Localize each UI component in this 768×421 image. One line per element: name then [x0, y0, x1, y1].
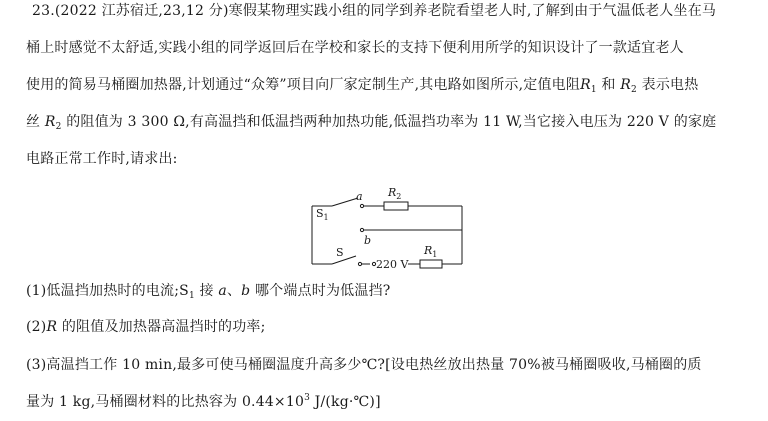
problem-line-4 [26, 113, 716, 131]
problem-line-5 [26, 150, 178, 168]
problem-line-3 [26, 76, 698, 94]
question-text: 、 [226, 283, 242, 299]
question-text: (3)高温挡工作 10 min,最多可使马桶圈温度升高多少℃?[设电热丝放出热量 70%被马桶圈吸收,马桶圈的质 [26, 357, 702, 373]
label-b: b [364, 234, 372, 247]
symbol-r2: R [620, 77, 632, 93]
subscript: 1 [188, 291, 195, 301]
problem-line-2 [26, 39, 684, 57]
subscript: 2 [55, 122, 62, 132]
question-text: 接 [194, 283, 219, 299]
terminal-a [360, 204, 363, 207]
label-a: a [356, 190, 363, 203]
problem-text: 电路正常工作时,请求出: [26, 151, 178, 167]
problem-text: 丝 [26, 114, 45, 130]
problem-text: 的阻值为 3 300 Ω,有高温挡和低温挡两种加热功能,低温挡功率为 11 W,当它接入电压为 220 V 的家庭 [61, 114, 717, 130]
problem-text: 和 [596, 77, 621, 93]
problem-text: 表示电热 [636, 77, 699, 93]
question-1 [26, 282, 390, 300]
switch-s1-blade [332, 198, 358, 206]
label-s1: $S_1$ [316, 207, 329, 222]
question-text: (2) [26, 319, 47, 335]
symbol-r2: R [44, 114, 56, 130]
question-text: (1)低温挡加热时的电流;S [26, 283, 189, 299]
superscript: 3 [304, 393, 311, 403]
problem-line-1 [32, 2, 716, 20]
question-3 [26, 356, 702, 374]
circuit-diagram [304, 176, 484, 276]
label-r1: $R_1$ [424, 244, 438, 259]
question-3-cont [26, 393, 381, 411]
question-text: 量为 1 kg,马桶圈材料的比热容为 0.44×10 [26, 394, 305, 410]
problem-text: 桶上时感觉不太舒适,实践小组的同学返回后在学校和家长的支持下便利用所学的知识设计了一款适宜老人 [26, 40, 684, 56]
symbol-r1: R [580, 77, 591, 93]
symbol-a: a [218, 283, 227, 299]
subscript: 2 [631, 85, 637, 95]
symbol-r: R [46, 319, 58, 335]
subscript: 1 [590, 85, 597, 95]
label-r2: $R_2$ [388, 186, 402, 201]
question-2 [26, 318, 266, 336]
resistor-r1 [420, 260, 442, 268]
label-s: S [336, 246, 344, 259]
symbol-b: b [241, 283, 251, 299]
label-voltage: 220 V [376, 258, 409, 271]
question-text: 的阻值及加热器高温挡时的功率; [57, 319, 266, 335]
question-text: J/(kg·℃)] [310, 394, 381, 410]
problem-text: 使用的简易马桶圈加热器,计划通过“众筹”项目向厂家定制生产,其电路如图所示,定值电阻 [26, 77, 581, 93]
problem-text: 23.(2022 江苏宿迁,23,12 分)寒假某物理实践小组的同学到养老院看望老人时,了解到由于气温低老人坐在马 [32, 3, 717, 19]
terminal-b [360, 228, 363, 231]
terminal [358, 262, 361, 265]
resistor-r2 [384, 202, 408, 210]
question-text: 哪个端点时为低温挡? [250, 283, 391, 299]
